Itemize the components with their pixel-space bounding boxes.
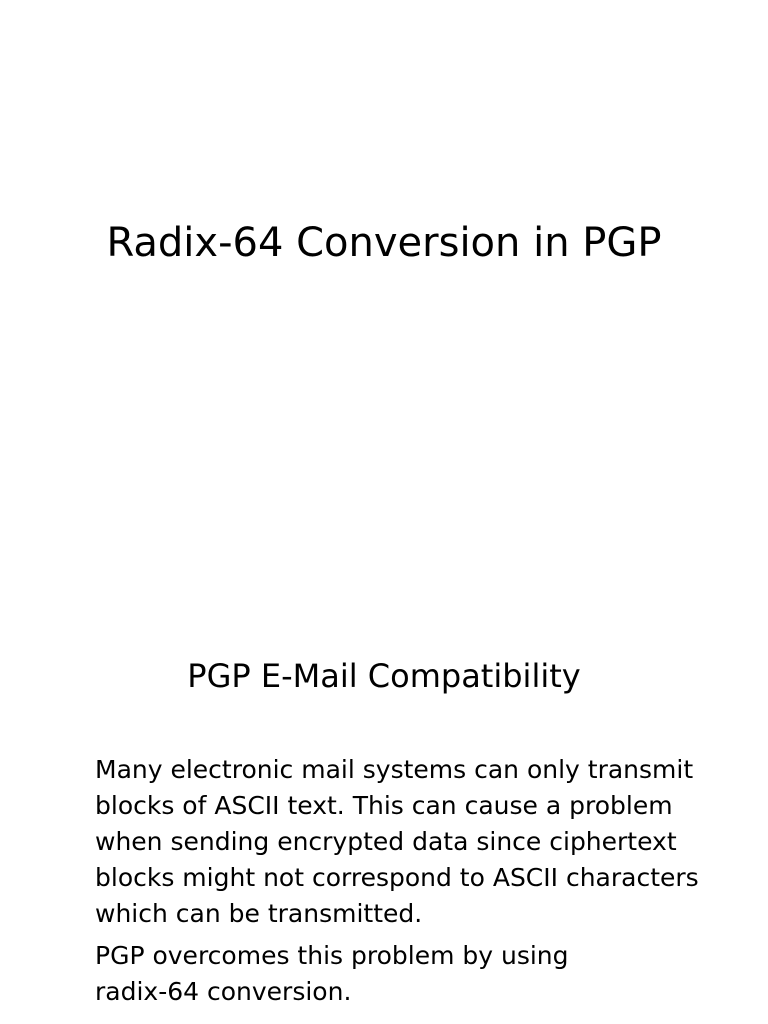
slide-title-heading: Radix-64 Conversion in PGP — [106, 220, 662, 266]
slide-content-heading: PGP E-Mail Compatibility — [187, 657, 581, 695]
slide-body — [95, 752, 735, 1010]
body-paragraph-2-text: PGP overcomes this problem by using — [95, 941, 569, 970]
body-paragraph-2 — [95, 938, 735, 1010]
slide-content — [0, 512, 768, 1024]
body-paragraph-1: Many electronic mail systems can only transmit blocks of ASCII text. This can cause a problem when sending encrypted data since ciphertext blocks might not correspond to ASCII characters which can be transmitted. — [95, 755, 699, 928]
body-paragraph-2-cut-text: radix-64 conversion. — [95, 977, 352, 1006]
